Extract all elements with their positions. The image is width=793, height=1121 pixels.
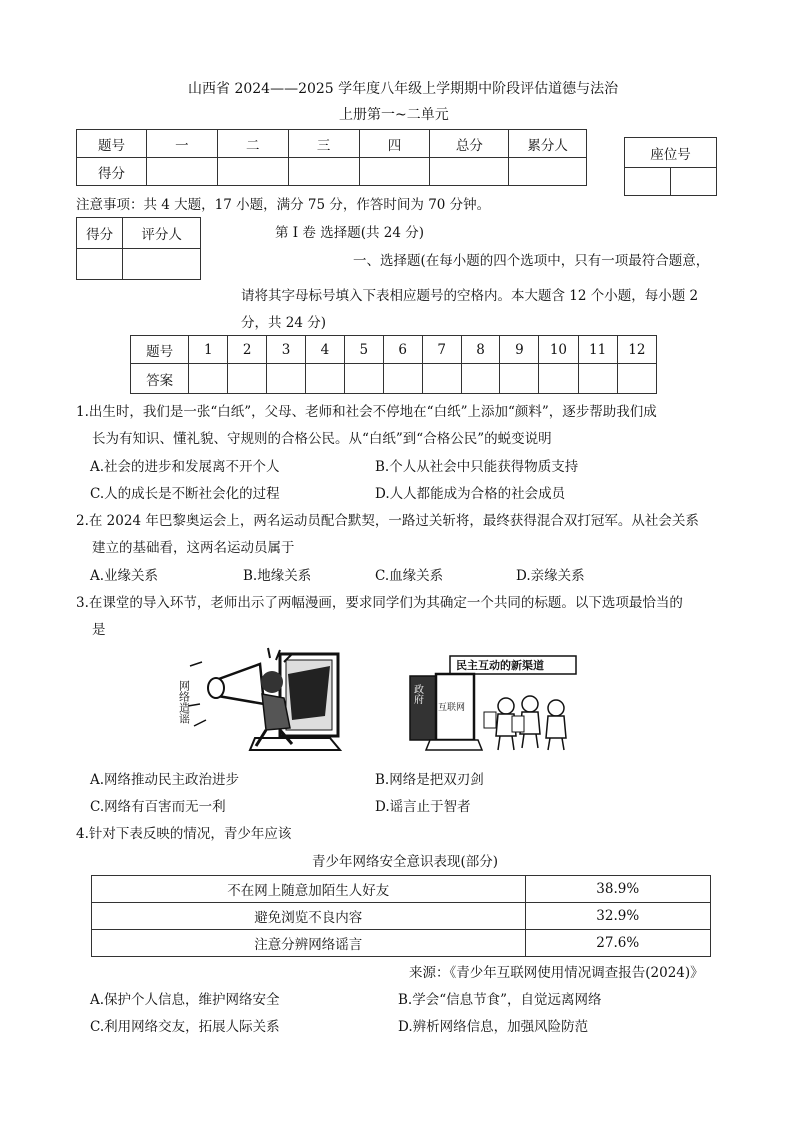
score-header-cell: 二 [217,130,288,158]
q2-option-a[interactable]: A.业缘关系 [90,568,159,584]
score-header-cell: 总分 [430,130,509,158]
answer-row-label: 答案 [131,364,189,394]
score-cell[interactable] [430,158,509,186]
table-cell-item: 避免浏览不良内容 [92,903,526,930]
cartoon-democratic-channel [402,654,582,754]
grader-cell[interactable] [123,249,201,280]
score-cell[interactable] [509,158,587,186]
q2-stem-line2: 建立的基础看，这两名运动员属于 [92,540,295,556]
q4-option-c[interactable]: C.利用网络交友，拓展人际关系 [90,1019,280,1035]
answer-number: 7 [422,336,461,364]
q1-stem-line2: 长为有知识、懂礼貌、守规则的合格公民。从“白纸”到“合格公民”的蜕变说明 [92,431,552,447]
seat-number-label: 座位号 [625,138,717,168]
q4-option-a[interactable]: A.保护个人信息，维护网络安全 [90,992,280,1008]
q1-option-b[interactable]: B.个人从社会中只能获得物质支持 [375,459,579,475]
cartoon-online-rumor [177,646,350,758]
answer-cell[interactable] [500,364,539,394]
score-header-cell: 四 [359,130,430,158]
q4-table-source: 来源：《青少年互联网使用情况调查报告(2024)》 [409,965,704,981]
q4-table-title: 青少年网络安全意识表现(部分) [312,854,499,870]
answer-cell[interactable] [422,364,461,394]
cartoon2-banner: 民主互动的新渠道 [456,659,544,672]
score-header-cell: 题号 [77,130,147,158]
seat-number-box [624,137,717,196]
answer-number: 10 [539,336,578,364]
section-instruction-line2: 请将其字母标号填入下表相应题号的空格内。本大题含 12 个小题，每小题 2 [241,288,699,304]
cartoon1-text: 网络造谣 [177,680,191,724]
grader-table [76,217,201,280]
grader-score-label: 得分 [77,218,123,249]
answer-cell[interactable] [617,364,656,394]
score-header-cell: 累分人 [509,130,587,158]
answer-header-label: 题号 [131,336,189,364]
grader-score-cell[interactable] [77,249,123,280]
score-header-cell: 一 [146,130,217,158]
q3-stem-line1: 3.在课堂的导入环节，老师出示了两幅漫画，要求同学们为其确定一个共同的标题。以下选项最恰当的 [76,595,683,611]
answer-table [130,335,657,394]
answer-number: 8 [461,336,500,364]
q3-option-d[interactable]: D.谣言止于智者 [375,799,471,815]
exam-title: 山西省 2024——2025 学年度八年级上学期期中阶段评估道德与法治 [188,81,619,97]
answer-cell[interactable] [189,364,228,394]
table-cell-item: 不在网上随意加陌生人好友 [92,876,526,903]
seat-number-cell[interactable] [625,168,671,196]
answer-number: 11 [578,336,617,364]
q2-option-c[interactable]: C.血缘关系 [375,568,444,584]
table-cell-value: 32.9% [525,903,711,930]
answer-cell[interactable] [306,364,345,394]
q4-option-d[interactable]: D.辨析网络信息，加强风险防范 [398,1019,589,1035]
notice-text: 注意事项：共 4 大题，17 小题，满分 75 分，作答时间为 70 分钟。 [76,197,491,213]
answer-number: 2 [228,336,267,364]
q1-stem-line1: 1.出生时，我们是一张“白纸”，父母、老师和社会不停地在“白纸”上添加“颜料”，逐步帮助我们成 [76,404,657,420]
answer-number: 6 [383,336,422,364]
q3-option-c[interactable]: C.网络有百害而无一利 [90,799,226,815]
answer-cell[interactable] [539,364,578,394]
table-cell-item: 注意分辨网络谣言 [92,930,526,957]
answer-cell[interactable] [383,364,422,394]
answer-number: 3 [267,336,306,364]
score-cell[interactable] [217,158,288,186]
table-row [92,876,711,903]
answer-number: 9 [500,336,539,364]
q1-option-d[interactable]: D.人人都能成为合格的社会成员 [375,486,566,502]
q1-option-c[interactable]: C.人的成长是不断社会化的过程 [90,486,280,502]
exam-subtitle: 上册第一~二单元 [339,107,449,123]
seat-number-cell[interactable] [671,168,717,196]
section-title: 第 I 卷 选择题(共 24 分) [275,225,425,241]
q2-option-d[interactable]: D.亲缘关系 [516,568,585,584]
q3-option-b[interactable]: B.网络是把双刃剑 [375,772,484,788]
q4-data-table [91,875,711,957]
q3-stem-line2: 是 [92,622,106,638]
score-header-cell: 三 [288,130,359,158]
score-table [76,129,587,186]
q2-stem-line1: 2.在 2024 年巴黎奥运会上，两名运动员配合默契，一路过关斩将，最终获得混合双打冠军。从社会关系 [76,513,699,529]
cartoon2-screen: 互联网 [438,703,466,713]
q4-option-b[interactable]: B.学会“信息节食”，自觉远离网络 [398,992,602,1008]
score-cell[interactable] [288,158,359,186]
score-row-label: 得分 [77,158,147,186]
grader-label: 评分人 [123,218,201,249]
table-cell-value: 38.9% [525,876,711,903]
answer-cell[interactable] [461,364,500,394]
answer-number: 1 [189,336,228,364]
table-row [92,903,711,930]
answer-cell[interactable] [578,364,617,394]
answer-number: 4 [306,336,345,364]
q2-option-b[interactable]: B.地缘关系 [243,568,312,584]
answer-cell[interactable] [267,364,306,394]
answer-cell[interactable] [344,364,383,394]
answer-number: 5 [344,336,383,364]
cartoon2-side: 政府 [411,684,423,704]
answer-number: 12 [617,336,656,364]
q4-stem: 4.针对下表反映的情况，青少年应该 [76,826,292,842]
table-cell-value: 27.6% [525,930,711,957]
score-cell[interactable] [359,158,430,186]
section-instruction-line3: 分，共 24 分) [241,315,327,331]
answer-cell[interactable] [228,364,267,394]
q1-option-a[interactable]: A.社会的进步和发展离不开个人 [90,459,280,475]
q3-option-a[interactable]: A.网络推动民主政治进步 [90,772,240,788]
table-row [92,930,711,957]
section-instruction-line1: 一、选择题(在每小题的四个选项中，只有一项最符合题意， [353,253,710,269]
score-cell[interactable] [146,158,217,186]
